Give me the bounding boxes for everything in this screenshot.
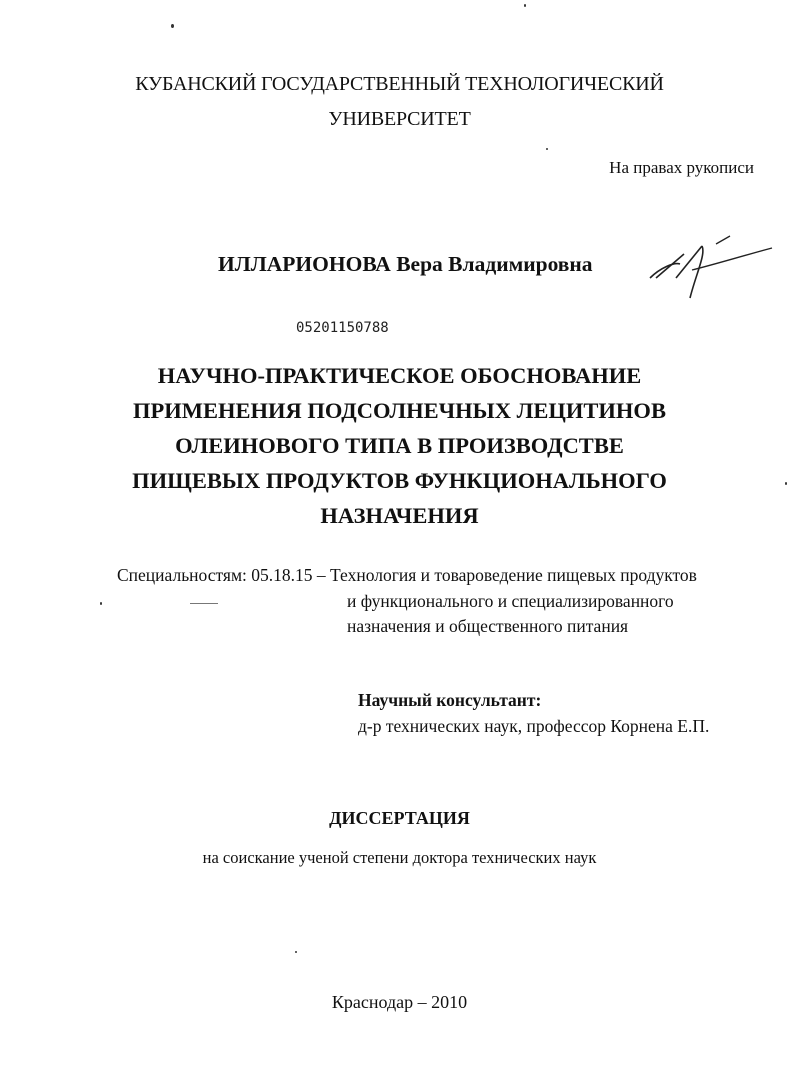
university-name-line1: КУБАНСКИЙ ГОСУДАРСТВЕННЫЙ ТЕХНОЛОГИЧЕСКИЙ [135,73,664,95]
scan-speck [171,24,174,28]
specialty-line1: Специальностям: 05.18.15 – Технология и товароведение пищевых продуктов [117,565,697,585]
specialty-line3: назначения и общественного питания [347,616,629,636]
dissertation-title [0,358,799,533]
university-name-line2: УНИВЕРСИТЕТ [328,108,471,130]
title-line: ПИЩЕВЫХ ПРОДУКТОВ ФУНКЦИОНАЛЬНОГО [132,468,667,493]
title-line: НАЗНАЧЕНИЯ [320,503,479,528]
specialty-line2: и функционального и специализированного [347,591,674,611]
title-line: ПРИМЕНЕНИЯ ПОДСОЛНЕЧНЫХ ЛЕЦИТИНОВ [133,398,666,423]
title-line: НАУЧНО-ПРАКТИЧЕСКОЕ ОБОСНОВАНИЕ [157,363,642,388]
title-line: ОЛЕИНОВОГО ТИПА В ПРОИЗВОДСТВЕ [175,433,624,458]
manuscript-rights-note: На правах рукописи [609,158,754,177]
scan-speck [524,4,526,7]
author-name: ИЛЛАРИОНОВА Вера Владимировна [218,252,593,276]
signature-icon [646,234,776,302]
scan-speck [100,602,102,605]
document-type-heading: ДИССЕРТАЦИЯ [329,808,470,828]
city-year: Краснодар – 2010 [331,992,468,1012]
scan-speck [295,951,297,953]
degree-line: на соискание ученой степени доктора технических наук [202,848,597,867]
consultant-person: д-р технических наук, профессор Корнена Е.П. [358,716,710,736]
scan-dash [190,603,218,604]
scan-speck [546,148,548,150]
consultant-heading: Научный консультант: [358,690,542,710]
registration-code: 05201150788 [296,320,389,336]
